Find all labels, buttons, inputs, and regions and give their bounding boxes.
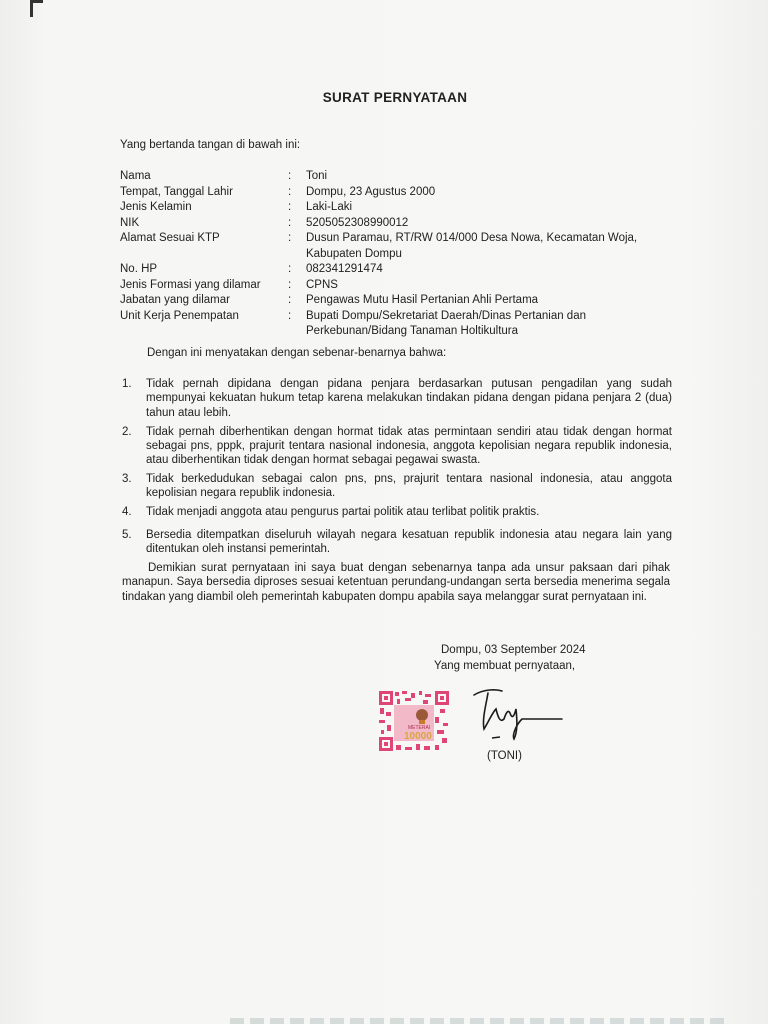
field-label: Jenis Kelamin — [120, 201, 192, 213]
list-item — [122, 425, 672, 468]
field-row-formation — [120, 278, 660, 294]
list-item — [122, 377, 672, 420]
intro-text: Yang bertanda tangan di bawah ini: — [120, 139, 301, 151]
field-value: Toni — [306, 170, 328, 182]
field-colon: : — [288, 309, 292, 322]
field-row-birth — [120, 185, 660, 201]
scan-bleed-through — [230, 1018, 730, 1024]
meterai-stamp-icon — [378, 690, 450, 752]
field-value: Pengawas Mutu Hasil Pertanian Ahli Pertama — [306, 294, 539, 306]
field-colon: : — [288, 263, 292, 275]
stamp-label-text: METERAI — [408, 725, 431, 731]
field-row-gender — [120, 200, 660, 216]
list-number: 5. — [122, 528, 132, 541]
list-number: 1. — [122, 378, 132, 390]
field-value-line: Kabupaten Dompu — [306, 247, 402, 260]
field-value-line: Bupati Dompu/Sekretariat Daerah/Dinas Pertanian dan — [306, 309, 586, 322]
field-row-nama — [120, 169, 660, 185]
field-value: 082341291474 — [306, 263, 383, 275]
field-row-nik — [120, 216, 660, 232]
list-text: Tidak pernah dipidana dengan pidana penjara berdasarkan putusan pengadilan yang sudah mempunyai kekuatan hukum tetap karena melakukan tindakan pidana dengan pidana penjara 2 (dua) tahun atau lebih. — [146, 378, 672, 419]
field-value: 5205052308990012 — [306, 216, 409, 229]
field-label: Tempat, Tanggal Lahir — [120, 185, 233, 198]
list-text: Bersedia ditempatkan diseluruh wilayah negara kesatuan republik indonesia atau negara lain yang ditentukan oleh instansi pemerintah. — [146, 528, 672, 555]
field-value: CPNS — [306, 278, 338, 291]
field-colon: : — [288, 232, 292, 244]
field-value — [306, 309, 660, 340]
list-item — [122, 528, 672, 557]
field-row-unit — [120, 309, 660, 340]
field-label: NIK — [120, 216, 140, 229]
list-item — [122, 505, 672, 519]
declaration-text: Dengan ini menyatakan dengan sebenar-benarnya bahwa: — [147, 347, 447, 359]
field-label: Jenis Formasi yang dilamar — [120, 278, 261, 291]
signature-icon — [470, 683, 570, 743]
identity-fields — [120, 169, 660, 340]
field-row-address — [120, 231, 660, 262]
field-colon: : — [288, 185, 292, 198]
field-colon: : — [288, 216, 292, 229]
closing-paragraph: Demikian surat pernyataan ini saya buat dengan sebenarnya tanpa ada unsur paksaan dari pihak manapun. Saya bersedia diproses sesuai ketentuan perundang-undangan serta bersedia menerima segala tindakan yang diambil oleh pemerintah kabupaten dompu apabila saya melanggar surat pernyataan ini. — [122, 562, 670, 603]
field-colon: : — [288, 278, 292, 291]
list-item — [122, 472, 672, 501]
field-value: Dompu, 23 Agustus 2000 — [306, 185, 436, 198]
stamp-amount-text: 10000 — [404, 731, 432, 742]
field-value: Laki-Laki — [306, 201, 353, 213]
signer-name: (TONI) — [487, 750, 522, 762]
maker-label: Yang membuat pernyataan, — [434, 660, 576, 672]
list-text: Tidak berkedudukan sebagai calon pns, pns, prajurit tentara nasional indonesia, atau anggota kepolisian negara republik indonesia. — [146, 472, 672, 500]
field-label: Alamat Sesuai KTP — [120, 232, 220, 244]
field-label: Jabatan yang dilamar — [120, 294, 230, 306]
field-label: Nama — [120, 170, 151, 182]
field-value — [306, 231, 660, 262]
field-colon: : — [288, 201, 292, 213]
field-value-line: Dusun Paramau, RT/RW 014/000 Desa Nowa, Kecamatan Woja, — [306, 232, 638, 244]
list-number: 4. — [122, 506, 132, 519]
list-number: 2. — [122, 425, 132, 438]
list-text: Tidak pernah diberhentikan dengan hormat tidak atas permintaan sendiri atau tidak dengan hormat sebagai pns, pppk, prajurit tentara nasional indonesia, anggota kepolisian negara republik indonesia, atau diberhentikan tidak dengan hormat sebagai pegawai swasta. — [146, 425, 672, 467]
field-row-phone — [120, 262, 660, 278]
statement-list — [122, 377, 672, 556]
field-label: No. HP — [120, 263, 158, 275]
list-text: Tidak menjadi anggota atau pengurus partai politik atau terlibat politik praktis. — [146, 506, 540, 519]
field-label: Unit Kerja Penempatan — [120, 309, 239, 322]
document-title: SURAT PERNYATAAN — [322, 90, 468, 105]
field-value-line: Perkebunan/Bidang Tanaman Holtikultura — [306, 325, 519, 337]
place-date: Dompu, 03 September 2024 — [441, 644, 586, 656]
scan-corner-mark — [30, 0, 43, 17]
list-number: 3. — [122, 472, 132, 485]
field-colon: : — [288, 170, 292, 182]
field-row-position — [120, 293, 660, 309]
field-colon: : — [288, 294, 292, 306]
